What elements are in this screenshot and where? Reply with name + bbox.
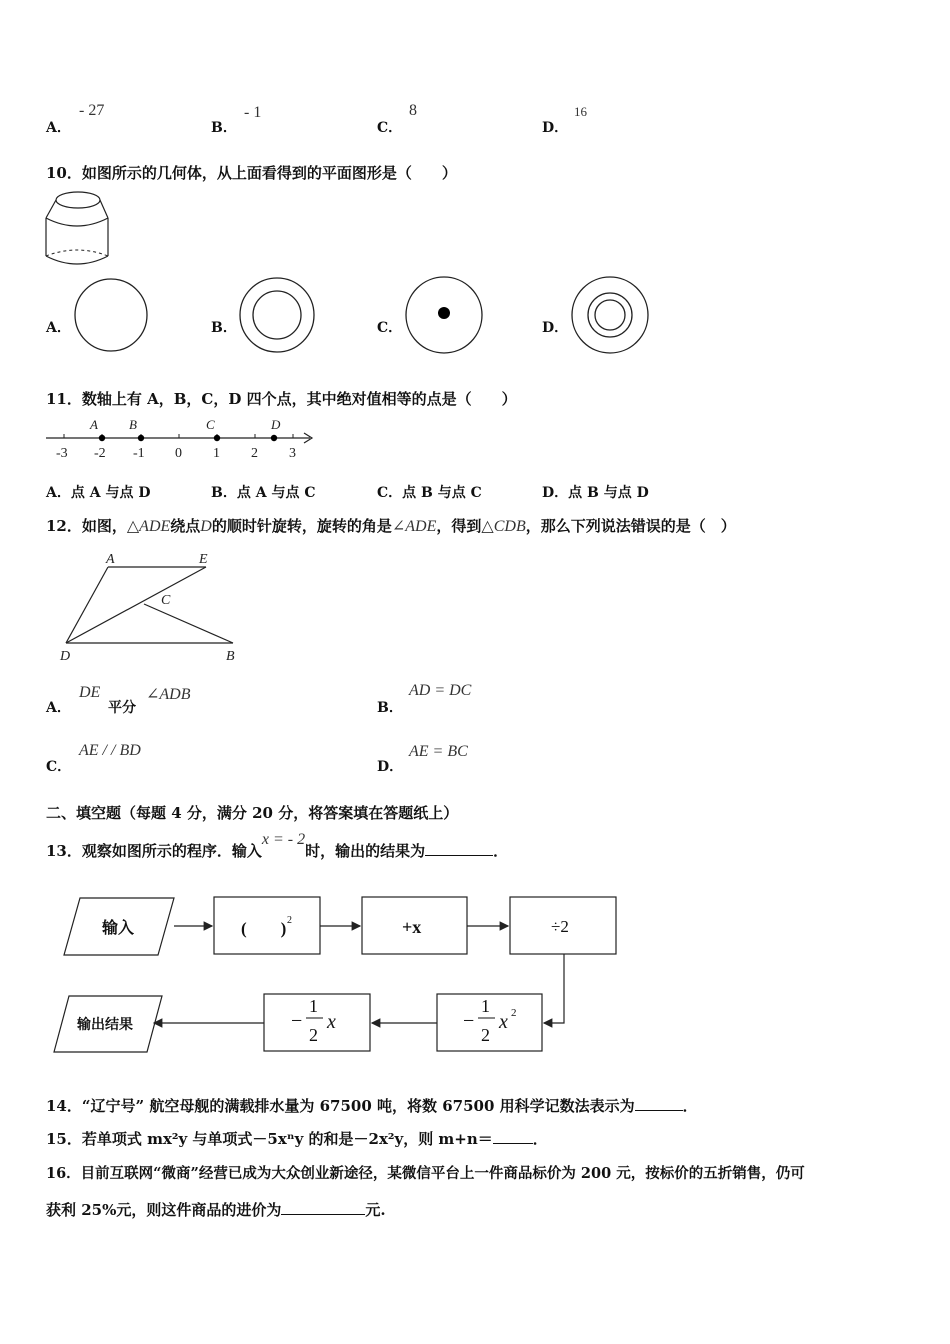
q12-option-d-math: AE = BC [409,743,468,760]
q9-option-c-label: C． [377,120,403,136]
q10-option-d-rings[interactable] [569,276,651,356]
q10-option-b-rings[interactable] [237,276,317,356]
q12-option-a-label[interactable]: A． [46,700,71,716]
q9-option-b-label: B． [211,120,237,136]
q13-stem [46,831,509,861]
q11-point-label: D [271,417,281,432]
q11-stem: 11．数轴上有 A，B，C，D 四个点，其中绝对值相等的点是（ ） [46,390,517,408]
q12-stem-part: ，得到 [436,517,482,535]
q11-point-label: C [206,417,215,432]
q12-figure-label: A [106,552,115,567]
q11-point-label: A [90,417,98,432]
q12-option-a-math2: ∠ADB [146,686,191,703]
q11-number-line [44,414,320,462]
q13-stem-part: 13．观察如图所示的程序．输入 [46,842,262,860]
q9-option-b-value: - 1 [244,104,262,121]
q14 [46,1095,698,1116]
q12-option-c-math: AE / / BD [79,742,141,759]
q9-option-d-value: 16 [574,104,587,119]
q15-answer-blank[interactable] [493,1129,533,1144]
q14-answer-blank[interactable] [635,1096,683,1111]
q12-point-d: D [200,518,212,535]
q11-tick-label: -2 [94,446,106,461]
q12-option-d-label[interactable]: D． [377,759,404,775]
q10-solid-figure [42,188,114,268]
q10-stem: 10．如图所示的几何体，从上面看得到的平面图形是（ ） [46,164,457,182]
q9-option-a-value: - 27 [79,102,105,119]
q10-option-a-circle[interactable] [72,276,150,354]
q12-figure [56,548,246,664]
flow-square-box: ( ) [241,919,287,938]
flow-square-exp: 2 [287,915,292,926]
q12-figure-label: C [161,593,171,608]
q16-text: 获利 25%元，则这件商品的进价为 [46,1201,282,1219]
q10-option-a-label[interactable]: A． [46,320,71,336]
q13-stem-part: 时，输出的结果为 [305,842,426,860]
flow-var-x: x [499,1011,508,1033]
q10-option-d-label[interactable]: D． [542,320,569,336]
q9-option-d-label: D． [542,120,569,136]
q15-end: ． [532,1130,548,1148]
q11-option-c[interactable]: C．点 B 与点 C [377,485,482,501]
q12-option-c-label[interactable]: C． [46,759,72,775]
flow-input-label: 输入 [102,920,135,937]
q16-line1: 16．目前互联网“微商”经营已成为大众创业新途径，某微信平台上一件商品标价为 200 元，按标价的五折销售，仍可 [46,1165,805,1182]
q12-figure-label: E [199,552,208,567]
q12-option-b-math: AD = DC [409,682,472,699]
flow-half-den-2: 2 [309,1025,318,1045]
q11-tick-label: 1 [213,446,220,461]
q12-option-b-label[interactable]: B． [377,700,403,716]
q11-tick-label: 0 [175,446,182,461]
flow-neg-sign-2: − [291,1010,303,1032]
q14-end: ． [682,1097,698,1115]
q13-stem-end: ． [493,842,509,860]
section-two-heading: 二、填空题（每题 4 分，满分 20 分，将答案填在答题纸上） [46,804,459,822]
q13-answer-blank[interactable] [425,841,493,856]
q11-tick-label: -1 [133,446,145,461]
q12-option-a-math: DE [79,684,101,701]
q12-stem-part: 绕点 [170,517,201,535]
q12-stem-part: ，那么下列说法错误的是（ ） [525,517,736,535]
q11-tick-label: 3 [289,446,296,461]
q12-triangle-cdb: △CDB [481,518,526,535]
q12-figure-label: B [226,649,235,664]
q10-option-b-label[interactable]: B． [211,320,237,336]
q11-tick-label: -3 [56,446,68,461]
q15 [46,1128,548,1149]
q16-end: 元. [365,1201,386,1219]
flow-divide-two: ÷2 [551,917,569,936]
q12-figure-label: D [60,649,71,664]
q12-stem-part: 12．如图， [46,517,127,535]
q13-input-value: x = - 2 [261,831,306,848]
q12-stem [46,515,736,536]
q12-stem-part: 的顺时针旋转，旋转的角是 [211,517,392,535]
flow-half-num-2: 1 [309,996,318,1016]
q14-text: 14．“辽宁号” 航空母舰的满载排水量为 67500 吨，将数 67500 用科学记数法表示为 [46,1097,635,1115]
flow-add-x: +x [402,917,422,937]
q12-option-a-text: 平分 [108,700,136,716]
q11-option-a[interactable]: A．点 A 与点 D [46,485,151,501]
q10-option-c-circle-dot[interactable] [403,276,485,356]
q11-tick-label: 2 [251,446,258,461]
q10-option-c-label[interactable]: C． [377,320,403,336]
flow-var-exp: 2 [511,1007,517,1019]
q13-flowchart [44,890,624,1060]
q16-answer-blank[interactable] [281,1200,365,1215]
q12-angle-ade: ∠ADE [391,518,437,535]
flow-output-label: 输出结果 [77,1018,133,1033]
q16-line2 [46,1199,386,1220]
q9-option-c-value: 8 [409,102,417,119]
q12-triangle-ade: △ADE [126,518,171,535]
q11-point-label: B [129,417,137,432]
flow-var-x-2: x [327,1011,336,1033]
flow-neg-sign: − [463,1010,475,1032]
q11-option-d[interactable]: D．点 B 与点 D [542,485,649,501]
flow-half-den: 2 [481,1025,490,1045]
q15-text: 15．若单项式 mx²y 与单项式－5xⁿy 的和是－2x²y，则 m+n＝ [46,1130,493,1148]
flow-half-num: 1 [481,996,490,1016]
q9-option-a-label: A． [46,120,71,136]
q11-option-b[interactable]: B．点 A 与点 C [211,485,316,501]
